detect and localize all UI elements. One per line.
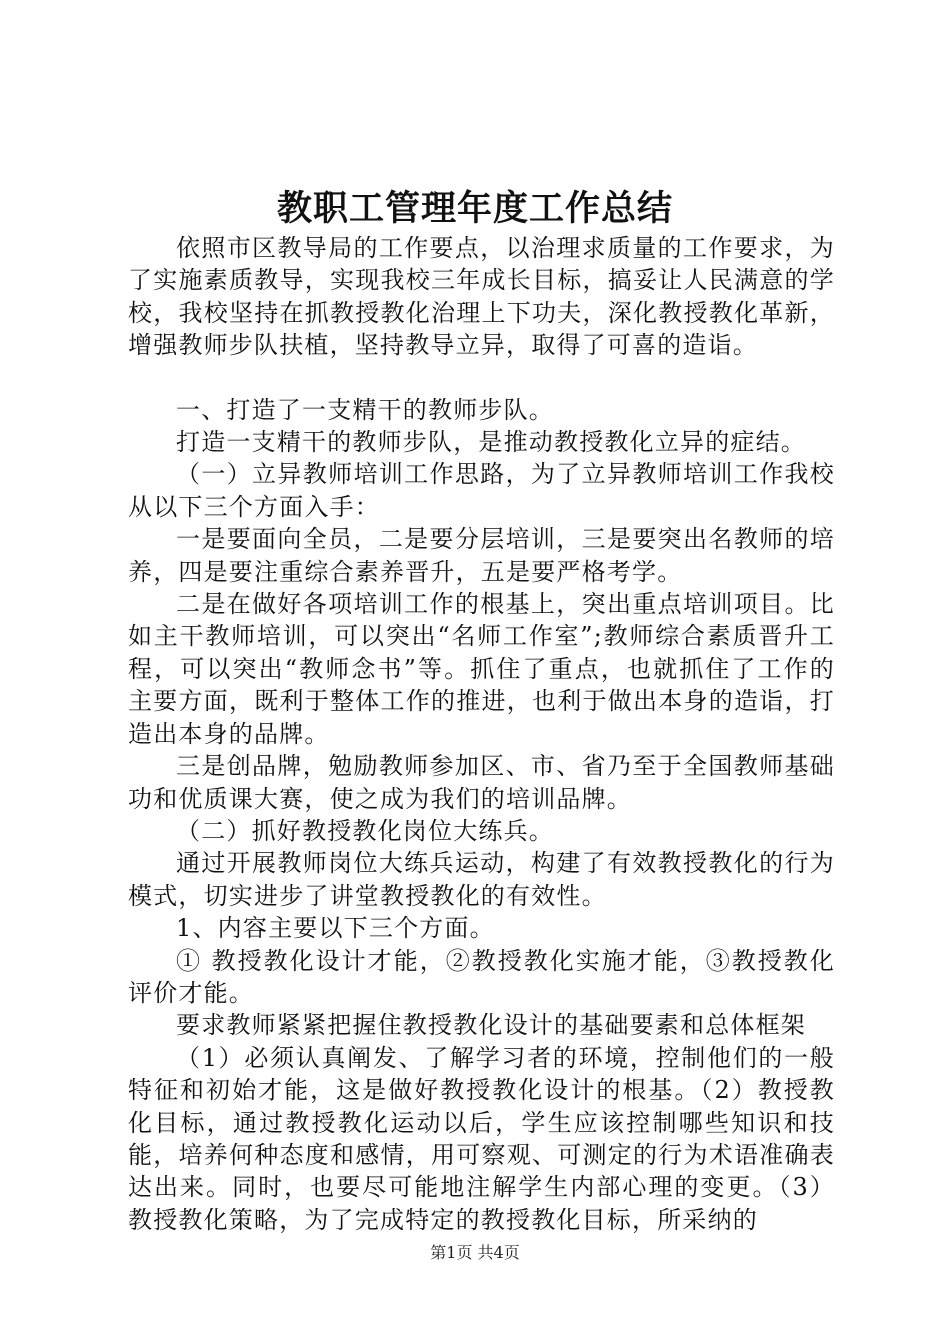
paragraph: 要求教师紧紧把握住教授教化设计的基础要素和总体框架 — [176, 1011, 806, 1040]
paragraph: 一是要面向全员，二是要分层培训，三是要突出名教师的培养，四是要注重综合素养晋升，五是要严格考学。 — [128, 525, 835, 586]
document-title: 教职工管理年度工作总结 — [276, 188, 673, 229]
list-heading: 1、内容主要以下三个方面。 — [176, 914, 495, 943]
paragraph: （1）必须认真阐发、了解学习者的环境，控制他们的一般特征和初始才能，这是做好教授教化设计的根基。（2）教授教化目标，通过教授教化运动以后，学生应该控制哪些知识和技能，培养何种态度和感情，用可察观、可测定的行为术语准确表达出来。同时，也要尽可能地注解学生内部心理的变更。（3）教授教化策略，为了完成特定的教授教化目标，所采纳的 — [128, 1043, 835, 1234]
paragraph-intro: 依照市区教导局的工作要点，以治理求质量的工作要求，为了实施素质教导，实现我校三年成长目标，搞妥让人民满意的学校，我校坚持在抓教授教化治理上下功夫，深化教授教化革新，增强教师步队扶植，坚持教导立异，取得了可喜的造诣。 — [128, 234, 835, 360]
page-footer: 第1页 共4页 — [430, 1243, 520, 1262]
paragraph: 通过开展教师岗位大练兵运动，构建了有效教授教化的行为模式，切实进步了讲堂教授教化的有效性。 — [128, 849, 835, 910]
paragraph: 三是创品牌，勉励教师参加区、市、省乃至于全国教师基础功和优质课大赛，使之成为我们的培训品牌。 — [128, 752, 835, 813]
document-body — [128, 232, 835, 1236]
paragraph: ① 教授教化设计才能，②教授教化实施才能，③教授教化评价才能。 — [128, 946, 835, 1007]
section-heading-1: 一、打造了一支精干的教师步队。 — [176, 395, 554, 424]
subsection-heading-2: （二）抓好教授教化岗位大练兵。 — [176, 816, 554, 845]
paragraph: 二是在做好各项培训工作的根基上，突出重点培训项目。比如主干教师培训，可以突出“名师工作室”;教师综合素质晋升工程，可以突出“教师念书”等。抓住了重点，也就抓住了工作的主要方面，既利于整体工作的推进，也利于做出本身的造诣，打造出本身的品牌。 — [128, 590, 835, 748]
subsection-heading-1: （一）立异教师培训工作思路，为了立异教师培训工作我校从以下三个方面入手： — [128, 460, 835, 521]
paragraph: 打造一支精干的教师步队，是推动教授教化立异的症结。 — [176, 428, 806, 457]
